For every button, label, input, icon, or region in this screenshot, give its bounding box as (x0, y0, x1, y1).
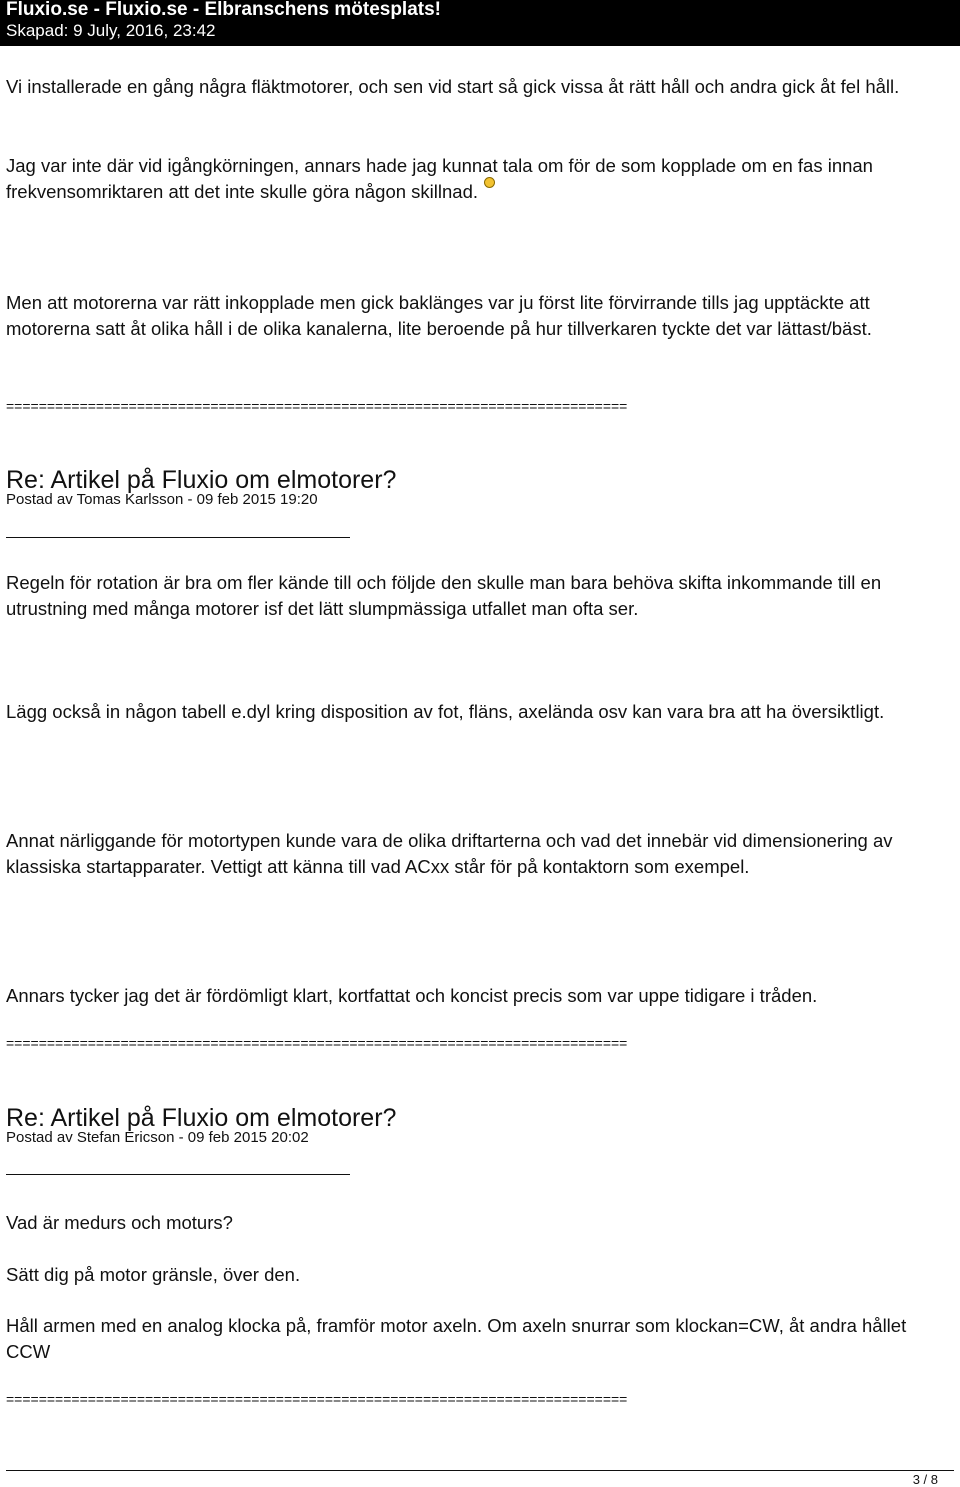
post-separator: ============================================================================ (6, 398, 628, 414)
post-paragraph: Annat närliggande för motortypen kunde vara de olika driftarterna och vad det innebär vid dimensionering av klassiska startapparater. Vettigt att känna till vad ACxx står för på kontaktorn som exempel. (6, 830, 893, 877)
post-divider (6, 537, 350, 538)
post-separator: ============================================================================ (6, 1035, 628, 1051)
created-date: Skapad: 9 July, 2016, 23:42 (6, 21, 216, 40)
post-paragraph: Men att motorerna var rätt inkopplade men gick baklänges var ju först lite förvirrande tills jag upptäckte att motorerna satt åt olika håll i de olika kanalerna, lite beroende på hur tillverkaren tyckte det var lättast/bäst. (6, 292, 872, 339)
post-paragraph: Sätt dig på motor gränsle, över den. (6, 1264, 301, 1285)
post-paragraph: Vi installerade en gång några fläktmotorer, och sen vid start så gick vissa åt rätt håll och andra gick åt fel håll. (6, 76, 900, 97)
post-meta: Postad av Stefan Ericson - 09 feb 2015 20:02 (6, 1129, 309, 1146)
post-separator: ============================================================================ (6, 1391, 628, 1407)
post-paragraph: Håll armen med en analog klocka på, framför motor axeln. Om axeln snurrar som klockan=CW, åt andra hållet CCW (6, 1315, 907, 1362)
site-title: Fluxio.se - Fluxio.se - Elbranschens mötesplats! (6, 0, 441, 20)
footer-divider (6, 1470, 954, 1471)
post-paragraph: Lägg också in någon tabell e.dyl kring disposition av fot, fläns, axelända osv kan vara bra att ha översiktligt. (6, 701, 885, 722)
post-paragraph: Annars tycker jag det är fördömligt klart, kortfattat och koncist precis som var uppe tidigare i tråden. (6, 985, 818, 1006)
post-paragraph (6, 153, 954, 205)
post-title: Re: Artikel på Fluxio om elmotorer? (6, 466, 397, 494)
post-paragraph-text: Jag var inte där vid igångkörningen, annars hade jag kunnat tala om för de som kopplade om en fas innan frekvensomriktaren att det inte skulle göra någon skillnad. (6, 155, 873, 202)
post-paragraph: Vad är medurs och moturs? (6, 1212, 233, 1233)
post-meta: Postad av Tomas Karlsson - 09 feb 2015 19:20 (6, 491, 318, 508)
post-paragraph: Regeln för rotation är bra om fler kände till och följde den skulle man bara behöva skifta inkommande till en utrustning med många motorer isf det lätt slumpmässiga utfallet man ofta ser. (6, 572, 882, 619)
smiley-icon (484, 177, 495, 188)
page-number: 3 / 8 (912, 1472, 938, 1487)
page-header (0, 0, 960, 46)
post-title: Re: Artikel på Fluxio om elmotorer? (6, 1104, 397, 1132)
post-divider (6, 1174, 350, 1175)
